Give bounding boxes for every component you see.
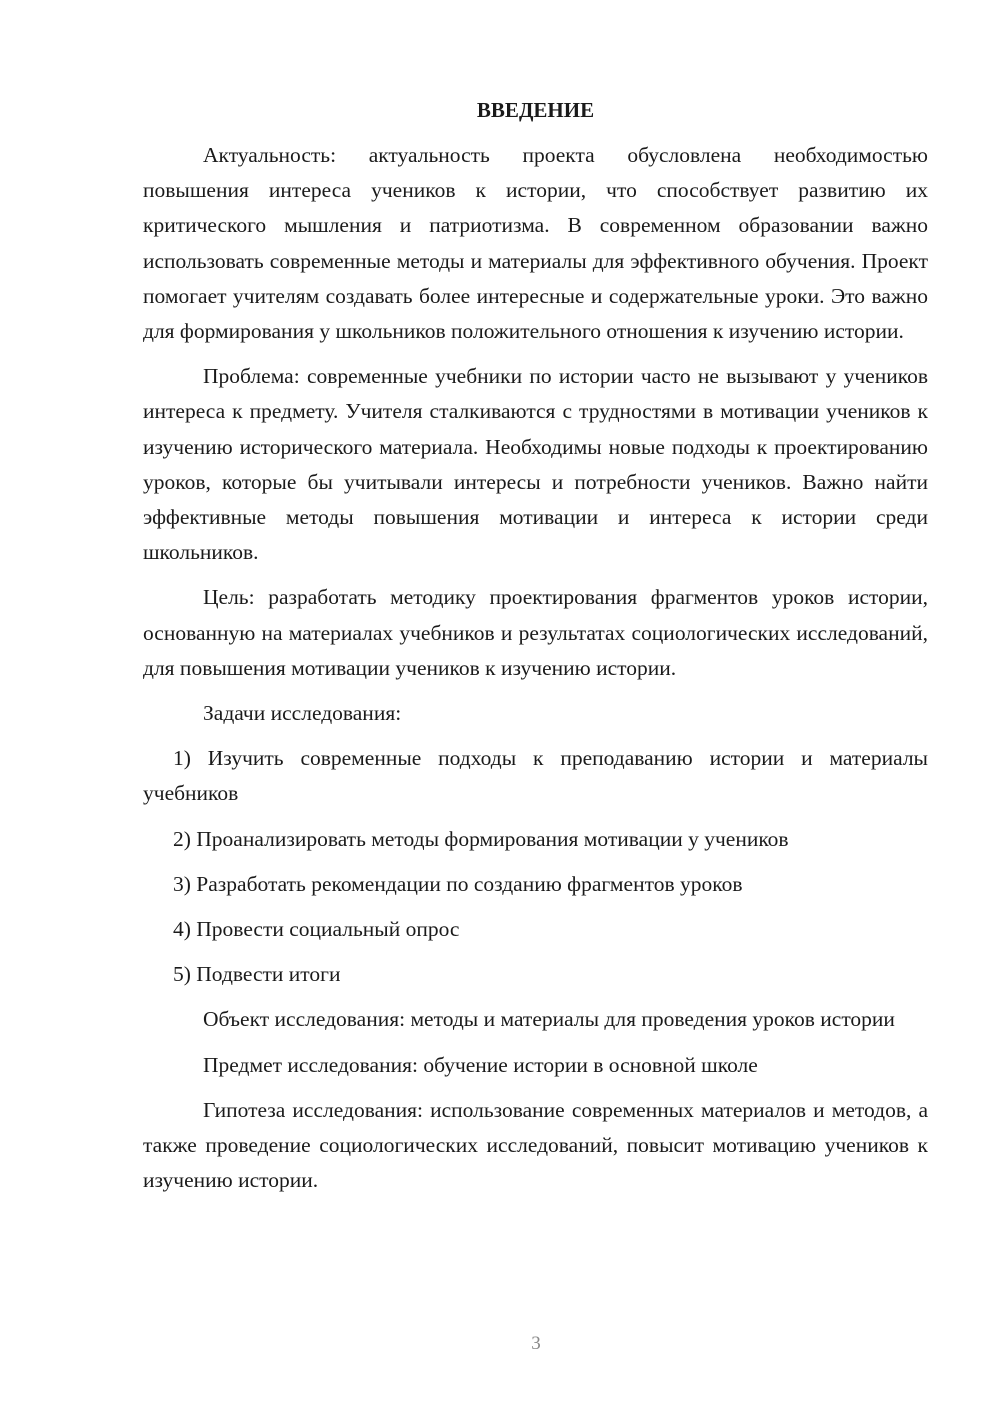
page-content bbox=[143, 93, 928, 1208]
list-item: 1) Изучить современные подходы к преподаванию истории и материалы учебников bbox=[143, 746, 928, 806]
page-number: 3 bbox=[531, 1333, 541, 1354]
paragraph-object: Объект исследования: методы и материалы для проведения уроков истории bbox=[203, 1007, 895, 1032]
paragraph-subject: Предмет исследования: обучение истории в основной школе bbox=[203, 1052, 758, 1077]
section-heading: ВВЕДЕНИЕ bbox=[476, 98, 595, 122]
list-item: 2) Проанализировать методы формирования мотивации у учеников bbox=[173, 826, 789, 851]
paragraph-relevance: Актуальность: актуальность проекта обусловлена необходимостью повышения интереса учеников к истории, что способствует развитию их критического мышления и патриотизма. В современном образовании важно использовать современные методы и материалы для эффективного обучения. Проект помогает учителям создавать более интересные и содержательные уроки. Это важно для формирования у школьников положительного отношения к изучению истории. bbox=[143, 143, 928, 344]
paragraph-hypothesis: Гипотеза исследования: использование современных материалов и методов, а также проведение социологических исследований, повысит мотивацию учеников к изучению истории. bbox=[143, 1097, 928, 1193]
list-item: 3) Разработать рекомендации по созданию фрагментов уроков bbox=[173, 871, 743, 896]
paragraph-tasks-intro: Задачи исследования: bbox=[203, 701, 402, 726]
tasks-list bbox=[143, 741, 928, 992]
list-item: 5) Подвести итоги bbox=[173, 962, 341, 987]
paragraph-problem: Проблема: современные учебники по истории часто не вызывают у учеников интереса к предмету. Учителя сталкиваются с трудностями в мотивации учеников к изучению исторического материала. Необходимы новые подходы к проектированию уроков, которые бы учитывали интересы и потребности учеников. Важно найти эффективные методы повышения мотивации и интереса к истории среди школьников. bbox=[143, 364, 928, 565]
paragraph-goal: Цель: разработать методику проектирования фрагментов уроков истории, основанную на материалах учебников и результатах социологических исследований, для повышения мотивации учеников к изучению истории. bbox=[143, 585, 928, 680]
list-item: 4) Провести социальный опрос bbox=[173, 917, 460, 942]
